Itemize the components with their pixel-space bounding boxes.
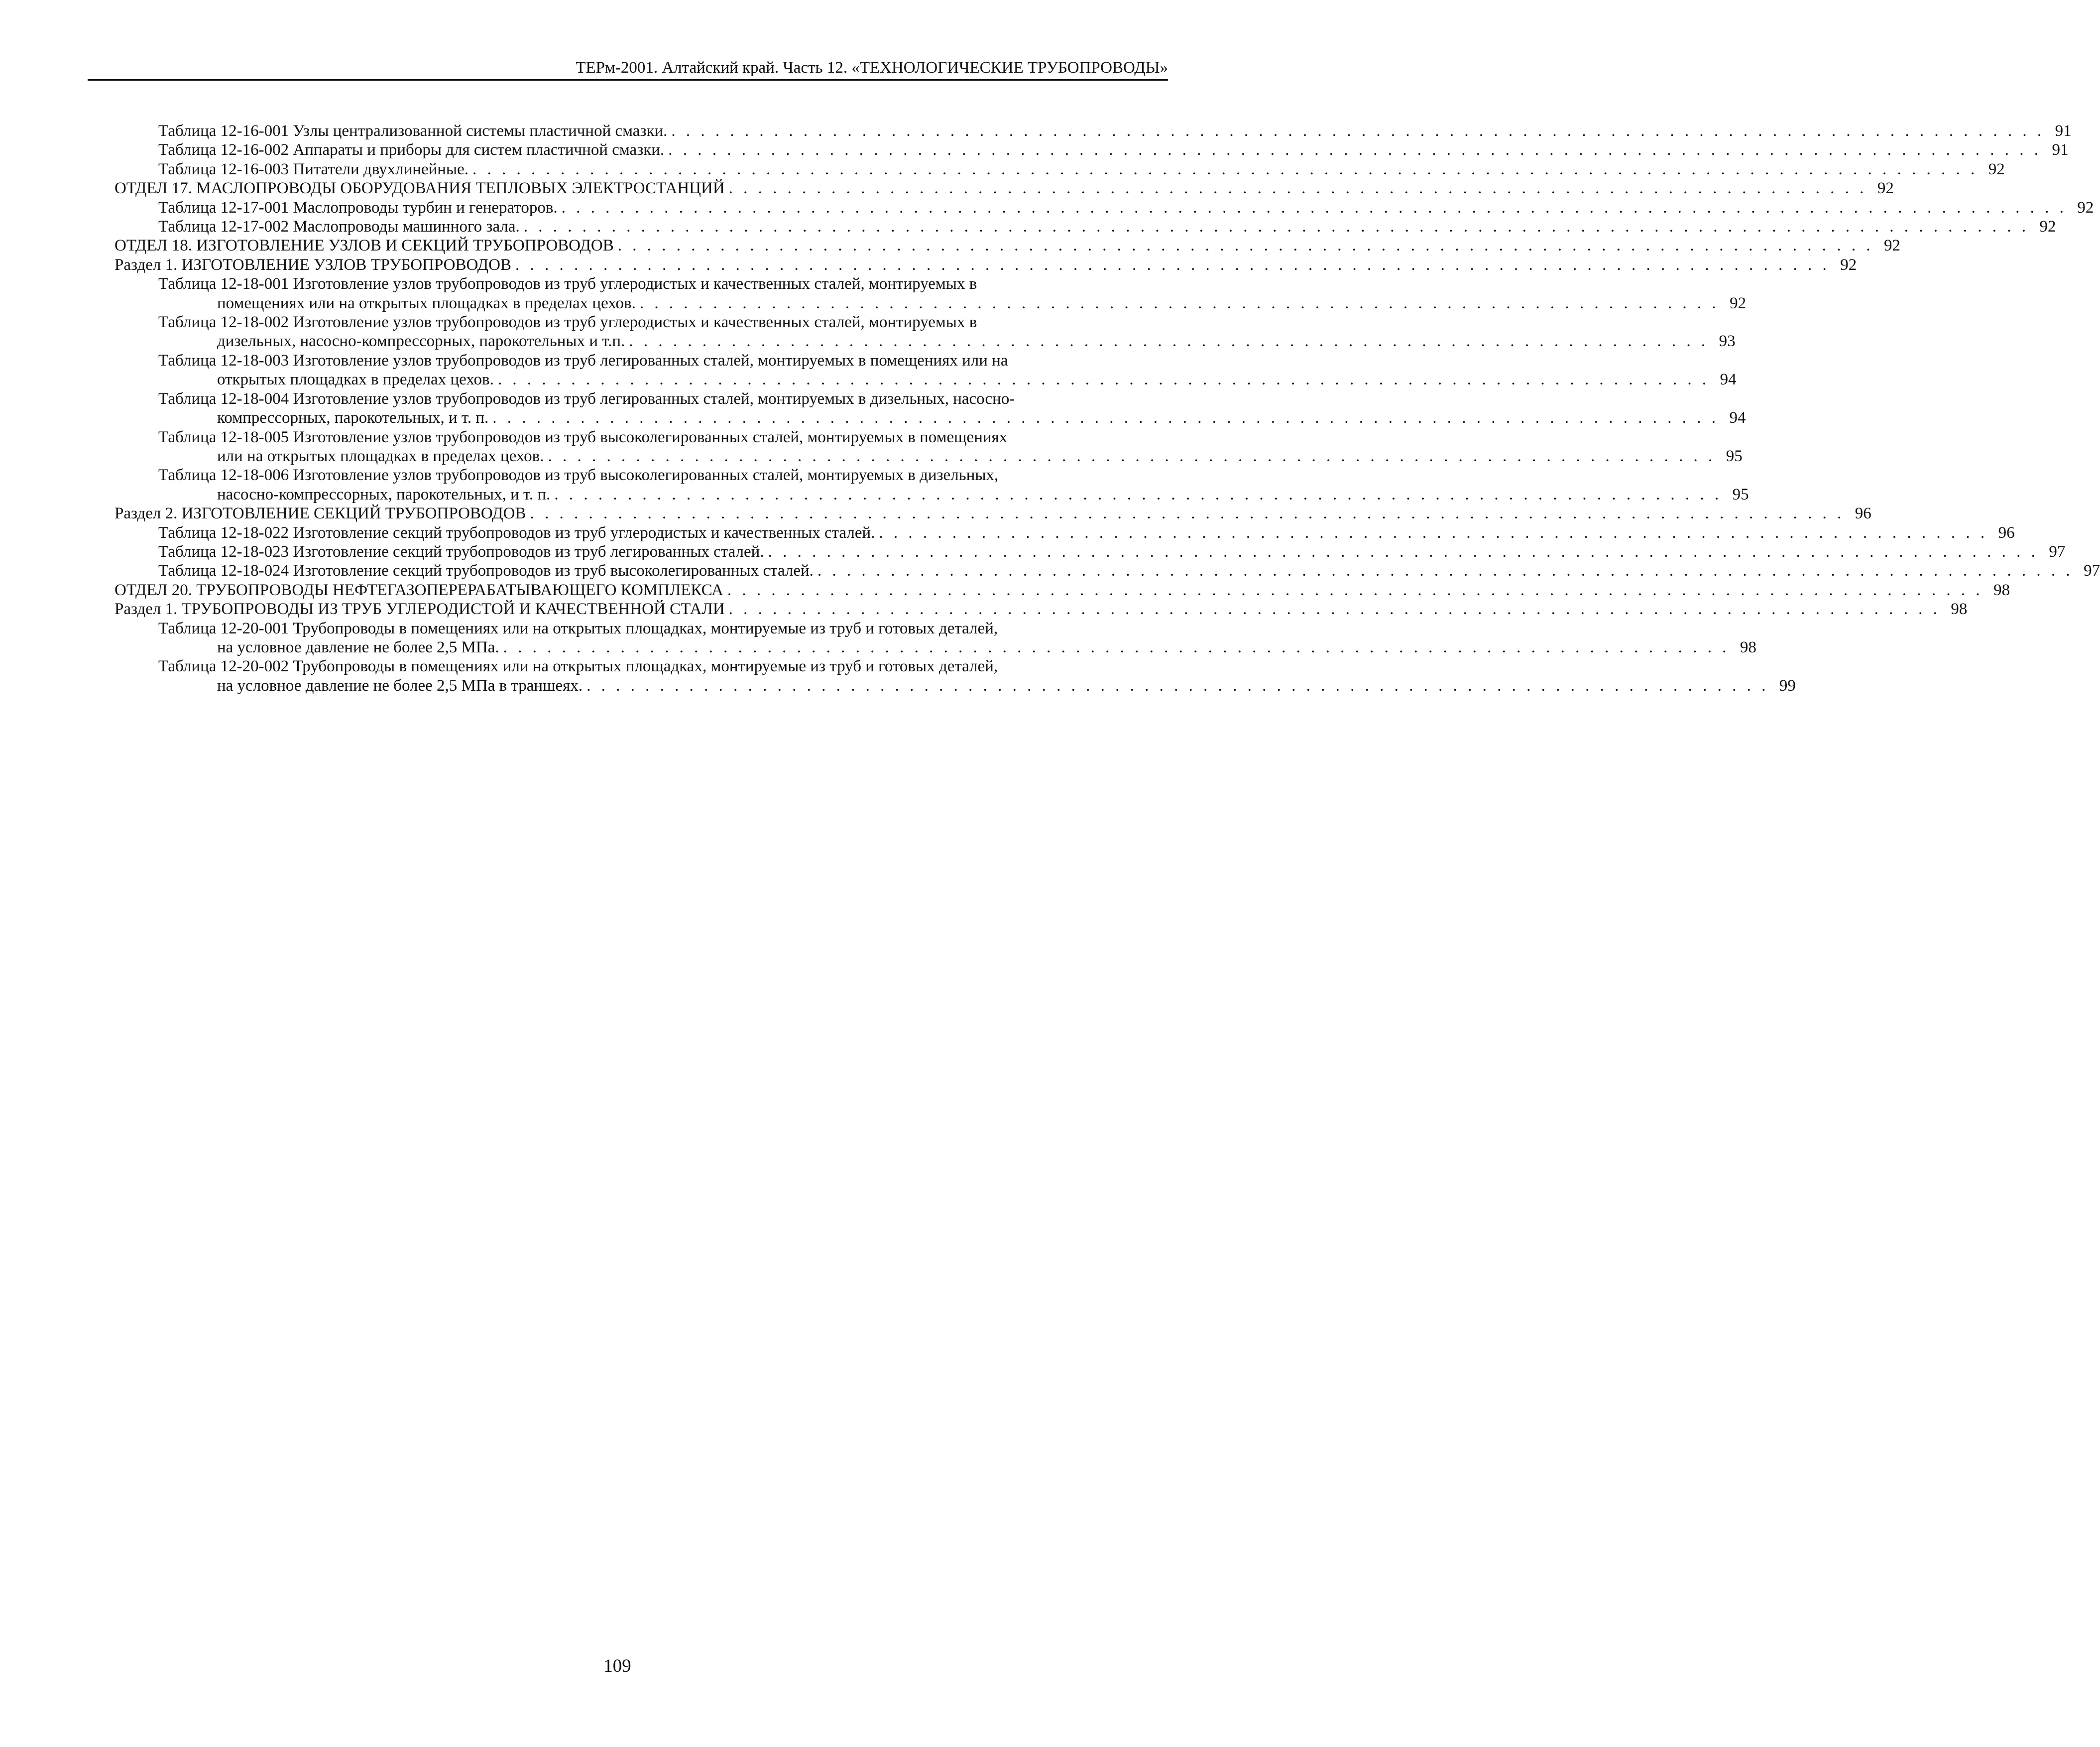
dot-leader: . . . . . . . . . . . . . . . . . . . . . . . . . . . . . . . . . . . . . . . . . . . . . . . . . . . . . . . . . . . . . . . . . . . . . . . . . . . . . . . . . bbox=[586, 676, 1769, 695]
toc-entry-text: ОТДЕЛ 18. ИЗГОТОВЛЕНИЕ УЗЛОВ И СЕКЦИЙ ТРУБОПРОВОДОВ bbox=[115, 237, 614, 255]
toc-entry[interactable] bbox=[115, 389, 1746, 428]
toc-entry[interactable] bbox=[115, 466, 1749, 504]
toc-entry[interactable] bbox=[115, 140, 2069, 159]
dot-leader: . . . . . . . . . . . . . . . . . . . . . . . . . . . . . . . . . . . . . . . . . . . . . . . . . . . . . . . . . . . . . . . . . . . . . . . . . . . . . . . . . . . . . . . . . . . . . . . . . . . . . . . bbox=[472, 160, 1978, 178]
toc-entry-text-continued: на условное давление не более 2,5 МПа в траншеях. bbox=[217, 676, 583, 695]
dot-leader: . . . . . . . . . . . . . . . . . . . . . . . . . . . . . . . . . . . . . . . . . . . . . . . . . . . . . . . . . . . . . . . . . . . . . . . . . . . . . . . . bbox=[554, 485, 1722, 503]
dot-leader: . . . . . . . . . . . . . . . . . . . . . . . . . . . . . . . . . . . . . . . . . . . . . . . . . . . . . . . . . . . . . . . . . . . . . . . . . . . . . . . . . . . . bbox=[492, 409, 1719, 427]
toc-page-number: 92 bbox=[1988, 160, 2005, 178]
toc-entry-text: Раздел 1. ИЗГОТОВЛЕНИЕ УЗЛОВ ТРУБОПРОВОДОВ bbox=[115, 255, 512, 274]
toc-entry-text: Таблица 12-17-001 Маслопроводы турбин и генераторов. bbox=[158, 198, 558, 217]
toc-entry-text: Таблица 12-16-002 Аппараты и приборы для систем пластичной смазки. bbox=[158, 141, 665, 159]
dot-leader: . . . . . . . . . . . . . . . . . . . . . . . . . . . . . . . . . . . . . . . . . . . . . . . . . . . . . . . . . . . . . . . . . . . . . . . . . . . . . . . . . . . . . . . . . . . . . . . . . . . . . . . bbox=[561, 198, 2067, 217]
toc-entry[interactable] bbox=[115, 542, 2066, 561]
dot-leader: . . . . . . . . . . . . . . . . . . . . . . . . . . . . . . . . . . . . . . . . . . . . . . . . . . . . . . . . . . . . . . . . . . . . . . . . . . . . . . . . . . . . . . . . . . bbox=[530, 504, 1845, 523]
toc-entry-text: Таблица 12-18-002 Изготовление узлов трубопроводов из труб углеродистых и качественных сталей, монтируемых в bbox=[158, 313, 977, 332]
toc-entry[interactable] bbox=[115, 179, 1894, 198]
toc-page-number: 92 bbox=[2039, 218, 2056, 236]
dot-leader: . . . . . . . . . . . . . . . . . . . . . . . . . . . . . . . . . . . . . . . . . . . . . . . . . . . . . . . . . . . . . . . . . . . . . . . . . . . . . . . . . . . . . . . bbox=[768, 542, 2039, 561]
toc-page-number: 92 bbox=[1840, 255, 1857, 274]
dot-leader: . . . . . . . . . . . . . . . . . . . . . . . . . . . . . . . . . . . . . . . . . . . . . . . . . . . . . . . . . . . . . . . . . . . . . . . . . . . . . . . . . . . . . . . . . . . . . . bbox=[668, 141, 2042, 159]
toc-entry-text: ОТДЕЛ 17. МАСЛОПРОВОДЫ ОБОРУДОВАНИЯ ТЕПЛОВЫХ ЭЛЕКТРОСТАНЦИЙ bbox=[115, 179, 725, 198]
toc-entry-text: Таблица 12-18-004 Изготовление узлов трубопроводов из труб легированных сталей, монтируемых в дизельных, насосно- bbox=[158, 389, 1015, 408]
toc-entry[interactable] bbox=[115, 428, 1743, 466]
toc-page-number: 98 bbox=[1993, 581, 2010, 599]
toc-entry-text: Таблица 12-18-005 Изготовление узлов трубопроводов из труб высоколегированных сталей, монтируемых в помещениях bbox=[158, 428, 1008, 446]
toc-page-number: 92 bbox=[1877, 179, 1894, 198]
toc-entry-text: ОТДЕЛ 20. ТРУБОПРОВОДЫ НЕФТЕГАЗОПЕРЕРАБАТЫВАЮЩЕГО КОМПЛЕКСА bbox=[115, 581, 723, 599]
toc-entry-text-continued: компрессорных, парокотельных, и т. п. bbox=[217, 409, 489, 427]
toc-page-number: 98 bbox=[1740, 638, 1756, 656]
toc-entry[interactable] bbox=[115, 600, 1968, 619]
running-header: ТЕРм-2001. Алтайский край. Часть 12. «ТЕХНОЛОГИЧЕСКИЕ ТРУБОПРОВОДЫ» bbox=[576, 59, 1168, 77]
toc-entry-text: Раздел 1. ТРУБОПРОВОДЫ ИЗ ТРУБ УГЛЕРОДИСТОЙ И КАЧЕСТВЕННОЙ СТАЛИ bbox=[115, 600, 725, 619]
toc-page-number: 94 bbox=[1720, 371, 1737, 389]
toc-entry-text-continued: дизельных, насосно-компрессорных, парокотельных и т.п. bbox=[217, 332, 625, 351]
toc-entry-text-continued: помещениях или на открытых площадках в пределах цехов. bbox=[217, 294, 636, 312]
dot-leader: . . . . . . . . . . . . . . . . . . . . . . . . . . . . . . . . . . . . . . . . . . . . . . . . . . . . . . . . . . . . . . . . . . . . . . . . . . . . bbox=[879, 523, 1988, 542]
toc-entry[interactable] bbox=[115, 619, 1756, 657]
toc-page-number: 99 bbox=[1779, 676, 1796, 695]
toc-entry[interactable] bbox=[115, 523, 2015, 542]
dot-leader: . . . . . . . . . . . . . . . . . . . . . . . . . . . . . . . . . . . . . . . . . . . . . . . . . . . . . . . . . . . . . . . . . . . . . . . . . . bbox=[639, 294, 1720, 312]
toc-entry-text: Таблица 12-18-001 Изготовление узлов трубопроводов из труб углеродистых и качественных сталей, монтируемых в bbox=[158, 275, 977, 293]
dot-leader: . . . . . . . . . . . . . . . . . . . . . . . . . . . . . . . . . . . . . . . . . . . . . . . . . . . . . . . . . . . . . . . . . . . . . . . . . . . . . . . . . . . . . . . . . . . . . . bbox=[671, 122, 2045, 140]
toc-page-number: 91 bbox=[2052, 141, 2069, 159]
toc-entry-text: Таблица 12-17-002 Маслопроводы машинного зала. bbox=[158, 218, 520, 236]
toc-entry-text: Таблица 12-18-023 Изготовление секций трубопроводов из труб легированных сталей. bbox=[158, 542, 764, 561]
toc-page-number: 98 bbox=[1951, 600, 1968, 619]
toc-entry[interactable] bbox=[115, 561, 2100, 580]
toc-entry[interactable] bbox=[115, 313, 1736, 351]
dot-leader: . . . . . . . . . . . . . . . . . . . . . . . . . . . . . . . . . . . . . . . . . . . . . . . . . . . . . . . . . . . . . . . . . . . . . . . . . . . . . . . . . . . . bbox=[503, 638, 1730, 656]
toc-page-number: 92 bbox=[2077, 198, 2094, 217]
dot-leader: . . . . . . . . . . . . . . . . . . . . . . . . . . . . . . . . . . . . . . . . . . . . . . . . . . . . . . . . . . . . . . . . . . . . . . . . . . . . . . . . bbox=[548, 447, 1716, 465]
toc-entry-text: Таблица 12-20-002 Трубопроводы в помещениях или на открытых площадках, монтируемые из труб и готовых деталей, bbox=[158, 657, 998, 676]
toc-page-number: 96 bbox=[1855, 504, 1871, 523]
toc-page-number: 95 bbox=[1726, 447, 1743, 465]
toc-entry-text: Таблица 12-18-024 Изготовление секций трубопроводов из труб высоколегированных сталей. bbox=[158, 562, 814, 580]
toc-entry[interactable] bbox=[115, 122, 2072, 140]
dot-leader: . . . . . . . . . . . . . . . . . . . . . . . . . . . . . . . . . . . . . . . . . . . . . . . . . . . . . . . . . . . . . . . . . . . . . . . . . . . . . . . . . . . . . . bbox=[817, 562, 2074, 580]
toc-page-number: 96 bbox=[1998, 523, 2015, 542]
toc-entry-text: Таблица 12-20-001 Трубопроводы в помещениях или на открытых площадках, монтируемые из труб и готовых деталей, bbox=[158, 619, 998, 637]
dot-leader: . . . . . . . . . . . . . . . . . . . . . . . . . . . . . . . . . . . . . . . . . . . . . . . . . . . . . . . . . . . . . . . . . . . . . . . . . . . . . . . . . . . . . . . . . . . . . . . . . . . . . . . bbox=[523, 218, 2029, 236]
toc-entry-text-continued: на условное давление не более 2,5 МПа. bbox=[217, 638, 499, 656]
toc-entry-text: Таблица 12-18-022 Изготовление секций трубопроводов из труб углеродистых и качественных сталей. bbox=[158, 523, 875, 542]
toc-entry-text: Таблица 12-16-001 Узлы централизованной системы пластичной смазки. bbox=[158, 122, 668, 140]
toc-entry-text-continued: открытых площадках в пределах цехов. bbox=[217, 371, 494, 389]
dot-leader: . . . . . . . . . . . . . . . . . . . . . . . . . . . . . . . . . . . . . . . . . . . . . . . . . . . . . . . . . . . . . . . . . . . . . . . . . . . . . . . . . . . bbox=[728, 600, 1941, 619]
toc-entry-text-continued: или на открытых площадках в пределах цехов. bbox=[217, 447, 544, 465]
toc-page-number: 97 bbox=[2049, 542, 2066, 561]
dot-leader: . . . . . . . . . . . . . . . . . . . . . . . . . . . . . . . . . . . . . . . . . . . . . . . . . . . . . . . . . . . . . . . . . . . . . . . . . . . . . . bbox=[728, 179, 1867, 198]
toc-entry[interactable] bbox=[115, 274, 1747, 313]
toc-entry[interactable] bbox=[115, 160, 2005, 179]
toc-entry[interactable] bbox=[115, 657, 1796, 695]
toc-entry[interactable] bbox=[115, 236, 1900, 255]
toc-entry-text: Таблица 12-16-003 Питатели двухлинейные. bbox=[158, 160, 468, 178]
toc-entry[interactable] bbox=[115, 198, 2094, 217]
dot-leader: . . . . . . . . . . . . . . . . . . . . . . . . . . . . . . . . . . . . . . . . . . . . . . . . . . . . . . . . . . . . . . . . . . . . . . . . . . bbox=[629, 332, 1709, 351]
toc-entry[interactable] bbox=[115, 217, 2056, 236]
dot-leader: . . . . . . . . . . . . . . . . . . . . . . . . . . . . . . . . . . . . . . . . . . . . . . . . . . . . . . . . . . . . . . . . . . . . . . . . . . . . . . . . . . . . . . bbox=[617, 237, 1873, 255]
toc-page-number: 92 bbox=[1883, 237, 1900, 255]
page-number: 109 bbox=[603, 1656, 631, 1676]
toc-entry-text-continued: насосно-компрессорных, парокотельных, и т. п. bbox=[217, 485, 551, 503]
toc-page-number: 93 bbox=[1719, 332, 1736, 351]
toc-entry-text: Таблица 12-18-003 Изготовление узлов трубопроводов из труб легированных сталей, монтируемых в помещениях или на bbox=[158, 351, 1008, 370]
dot-leader: . . . . . . . . . . . . . . . . . . . . . . . . . . . . . . . . . . . . . . . . . . . . . . . . . . . . . . . . . . . . . . . . . . . . . . . . . . . . . . . . . . . bbox=[497, 371, 1710, 389]
toc-entry[interactable] bbox=[115, 351, 1737, 389]
toc-entry[interactable] bbox=[115, 504, 1871, 523]
dot-leader: . . . . . . . . . . . . . . . . . . . . . . . . . . . . . . . . . . . . . . . . . . . . . . . . . . . . . . . . . . . . . . . . . . . . . . . . . . . . . . . . . . . . . . bbox=[727, 581, 1983, 599]
toc-page-number: 91 bbox=[2055, 122, 2072, 140]
toc-page-number: 92 bbox=[1730, 294, 1747, 312]
dot-leader: . . . . . . . . . . . . . . . . . . . . . . . . . . . . . . . . . . . . . . . . . . . . . . . . . . . . . . . . . . . . . . . . . . . . . . . . . . . . . . . . . . . . . . . . . . bbox=[515, 255, 1830, 274]
toc-page-number: 95 bbox=[1732, 485, 1749, 503]
header-rule bbox=[88, 79, 1168, 81]
toc-page-number: 94 bbox=[1729, 409, 1746, 427]
toc-entry-text: Таблица 12-18-006 Изготовление узлов трубопроводов из труб высоколегированных сталей, монтируемых в дизельных, bbox=[158, 466, 999, 485]
toc-entry-text: Раздел 2. ИЗГОТОВЛЕНИЕ СЕКЦИЙ ТРУБОПРОВОДОВ bbox=[115, 504, 526, 523]
toc-entry[interactable] bbox=[115, 255, 1857, 274]
toc-entry[interactable] bbox=[115, 581, 2010, 600]
table-of-contents bbox=[115, 122, 2100, 695]
toc-page-number: 97 bbox=[2084, 562, 2100, 580]
